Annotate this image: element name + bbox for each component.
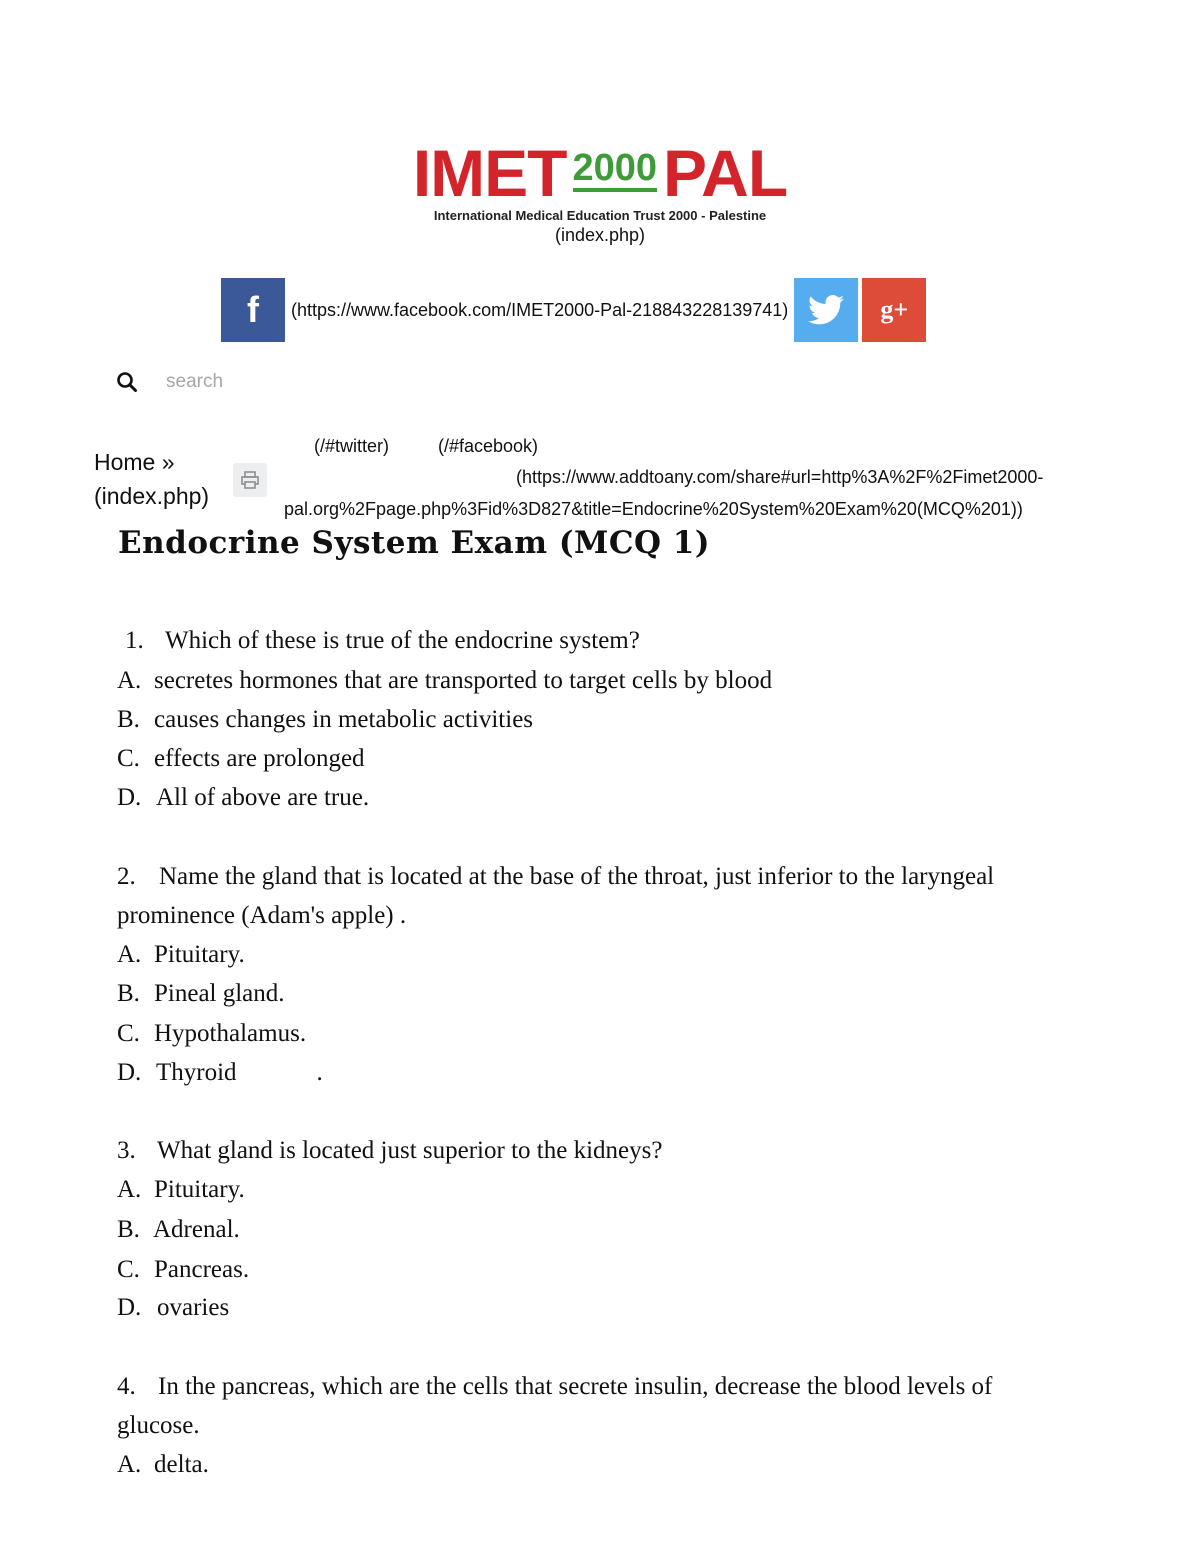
question-2	[117, 863, 994, 891]
search-icon[interactable]	[116, 371, 138, 393]
breadcrumb-link[interactable]: (index.php)	[94, 483, 210, 509]
option-text: Hypothalamus.	[154, 1020, 307, 1047]
facebook-icon-glyph: f	[247, 289, 259, 330]
facebook-icon[interactable]	[221, 278, 285, 342]
question-number: 3.	[117, 1137, 136, 1164]
print-button[interactable]	[233, 463, 267, 497]
option-4a	[117, 1451, 209, 1479]
option-letter: B.	[117, 980, 140, 1007]
option-2a	[117, 941, 245, 969]
logo-year: 2000	[573, 149, 658, 192]
option-text: Pineal gland.	[154, 980, 285, 1007]
option-text: Pancreas.	[154, 1256, 250, 1283]
option-letter: B.	[117, 1216, 140, 1243]
question-4-cont: glucose.	[117, 1412, 200, 1439]
question-2-cont: prominence (Adam's apple) .	[117, 902, 407, 929]
option-text: delta.	[154, 1451, 209, 1478]
option-3d	[117, 1294, 229, 1322]
question-1	[125, 627, 640, 655]
twitter-icon[interactable]	[794, 278, 858, 342]
addtoany-share-link-cont[interactable]: pal.org%2Fpage.php%3Fid%3D827&title=Endocrine%20System%20Exam%20(MCQ%201))	[284, 499, 1023, 519]
option-text: Pituitary.	[154, 941, 245, 968]
addtoany-share-link[interactable]: (https://www.addtoany.com/share#url=http%3A%2F%2Fimet2000-	[516, 467, 1044, 487]
question-number: 4.	[117, 1373, 136, 1400]
option-2c	[117, 1020, 306, 1048]
option-letter: D.	[117, 784, 142, 811]
search-input[interactable]	[164, 370, 468, 394]
option-letter: A.	[117, 1451, 142, 1478]
page-title: Endocrine System Exam (MCQ 1)	[118, 525, 711, 561]
option-1c	[117, 745, 365, 773]
option-text: ovaries	[157, 1294, 230, 1321]
option-text: Thyroid	[156, 1059, 237, 1086]
option-letter: C.	[117, 1020, 140, 1047]
share-twitter-link[interactable]: (/#twitter)	[314, 436, 390, 456]
option-2b	[117, 980, 285, 1008]
question-text: Which of these is true of the endocrine system?	[165, 627, 640, 654]
site-logo[interactable]	[0, 136, 1200, 246]
option-1b	[117, 706, 533, 734]
option-letter: A.	[117, 667, 142, 694]
google-plus-icon[interactable]	[862, 278, 926, 342]
question-text: Name the gland that is located at the base of the throat, just inferior to the laryngeal	[159, 863, 995, 890]
option-suffix: .	[316, 1059, 323, 1086]
question-3	[117, 1137, 662, 1165]
option-letter: D.	[117, 1294, 142, 1321]
logo-link[interactable]: (index.php)	[554, 225, 646, 245]
option-letter: B.	[117, 706, 140, 733]
logo-subtitle: International Medical Education Trust 2000 - Palestine	[433, 208, 767, 223]
option-text: causes changes in metabolic activities	[154, 706, 534, 733]
printer-icon	[239, 469, 261, 491]
option-3c	[117, 1256, 249, 1284]
option-text: Adrenal.	[153, 1216, 240, 1243]
question-text: What gland is located just superior to the kidneys?	[157, 1137, 663, 1164]
option-text: secretes hormones that are transported to target cells by blood	[154, 667, 773, 694]
option-1a	[117, 667, 772, 695]
search-bar	[116, 370, 468, 394]
logo-imet: IMET	[412, 136, 567, 210]
option-letter: D.	[117, 1059, 142, 1086]
option-text: Pituitary.	[154, 1176, 245, 1203]
share-facebook-link[interactable]: (/#facebook)	[438, 436, 539, 456]
option-letter: A.	[117, 941, 142, 968]
question-number: 1.	[125, 627, 144, 654]
facebook-link[interactable]: (https://www.facebook.com/IMET2000-Pal-218843228139741)	[291, 299, 789, 320]
question-number: 2.	[117, 863, 136, 890]
option-letter: A.	[117, 1176, 142, 1203]
option-2d	[117, 1059, 323, 1087]
option-1d	[117, 784, 369, 812]
breadcrumb-home[interactable]: Home »	[94, 449, 175, 475]
logo-wordmark	[412, 136, 788, 210]
breadcrumb	[94, 445, 209, 513]
logo-pal: PAL	[663, 136, 788, 210]
twitter-bird-icon	[808, 295, 844, 325]
option-text: effects are prolonged	[154, 745, 365, 772]
option-letter: C.	[117, 745, 140, 772]
question-4	[117, 1373, 992, 1401]
option-text: All of above are true.	[156, 784, 370, 811]
option-letter: C.	[117, 1256, 140, 1283]
google-plus-glyph: g+	[880, 295, 909, 324]
option-3b	[117, 1216, 240, 1244]
option-3a	[117, 1176, 245, 1204]
question-text: In the pancreas, which are the cells that secrete insulin, decrease the blood levels of	[158, 1373, 993, 1400]
social-links	[221, 278, 926, 342]
